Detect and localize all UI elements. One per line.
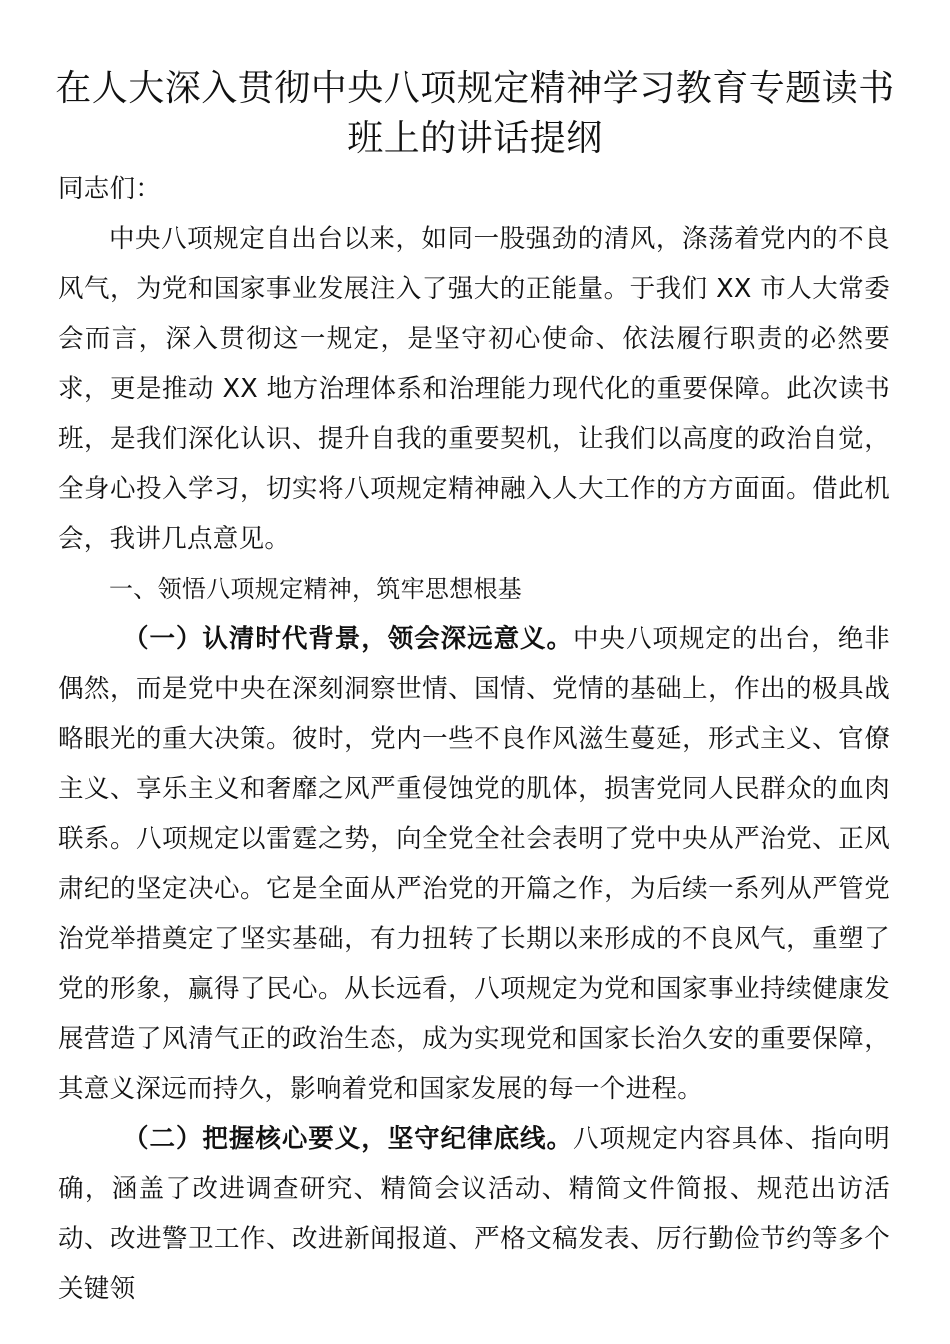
section-heading: 一、领悟八项规定精神，筑牢思想根基 [109,575,523,603]
point-two-paragraph [58,1114,890,1314]
point-one-text: 中央八项规定的出台，绝非偶然，而是党中央在深刻洞察世情、国情、党情的基础上，作出的极具战略眼光的重大决策。彼时，党内一些不良作风滋生蔓延，形式主义、官僚主义、享乐主义和奢靡之风严重侵蚀党的肌体，损害党同人民群众的血肉联系。八项规定以雷霆之势，向全党全社会表明了党中央从严治党、正风肃纪的坚定决心。它是全面从严治党的开篇之作，为后续一系列从严管党治党举措奠定了坚实基础，有力扭转了长期以来形成的不良风气，重塑了党的形象，赢得了民心。从长远看，八项规定为党和国家事业持续健康发展营造了风清气正的政治生态，成为实现党和国家长治久安的重要保障，其意义深远而持久，影响着党和国家发展的每一个进程。 [58,624,890,1104]
salutation: 同志们： [58,174,162,204]
point-one-paragraph [58,614,890,1114]
intro-paragraph: 中央八项规定自出台以来，如同一股强劲的清风，涤荡着党内的不良风气，为党和国家事业发展注入了强大的正能量。于我们 XX 市人大常委会而言，深入贯彻这一规定，是坚守初心使命、依法履行职责的必然要求，更是推动 XX 地方治理体系和治理能力现代化的重要保障。此次读书班，是我们深化认识、提升自我的重要契机，让我们以高度的政治自觉，全身心投入学习，切实将八项规定精神融入人大工作的方方面面。借此机会，我讲几点意见。 [58,224,890,554]
point-two-text: 八项规定内容具体、指向明确，涵盖了改进调查研究、精简会议活动、精简文件简报、规范出访活动、改进警卫工作、改进新闻报道、严格文稿发表、厉行勤俭节约等多个关键领 [58,1124,890,1304]
point-two-heading: （二）把握核心要义，坚守纪律底线。 [123,1124,574,1154]
document-title: 在人大深入贯彻中央八项规定精神学习教育专题读书班上的讲话提纲 [55,68,895,159]
point-one-heading: （一）认清时代背景，领会深远意义。 [123,624,574,654]
document-body [58,164,890,1314]
